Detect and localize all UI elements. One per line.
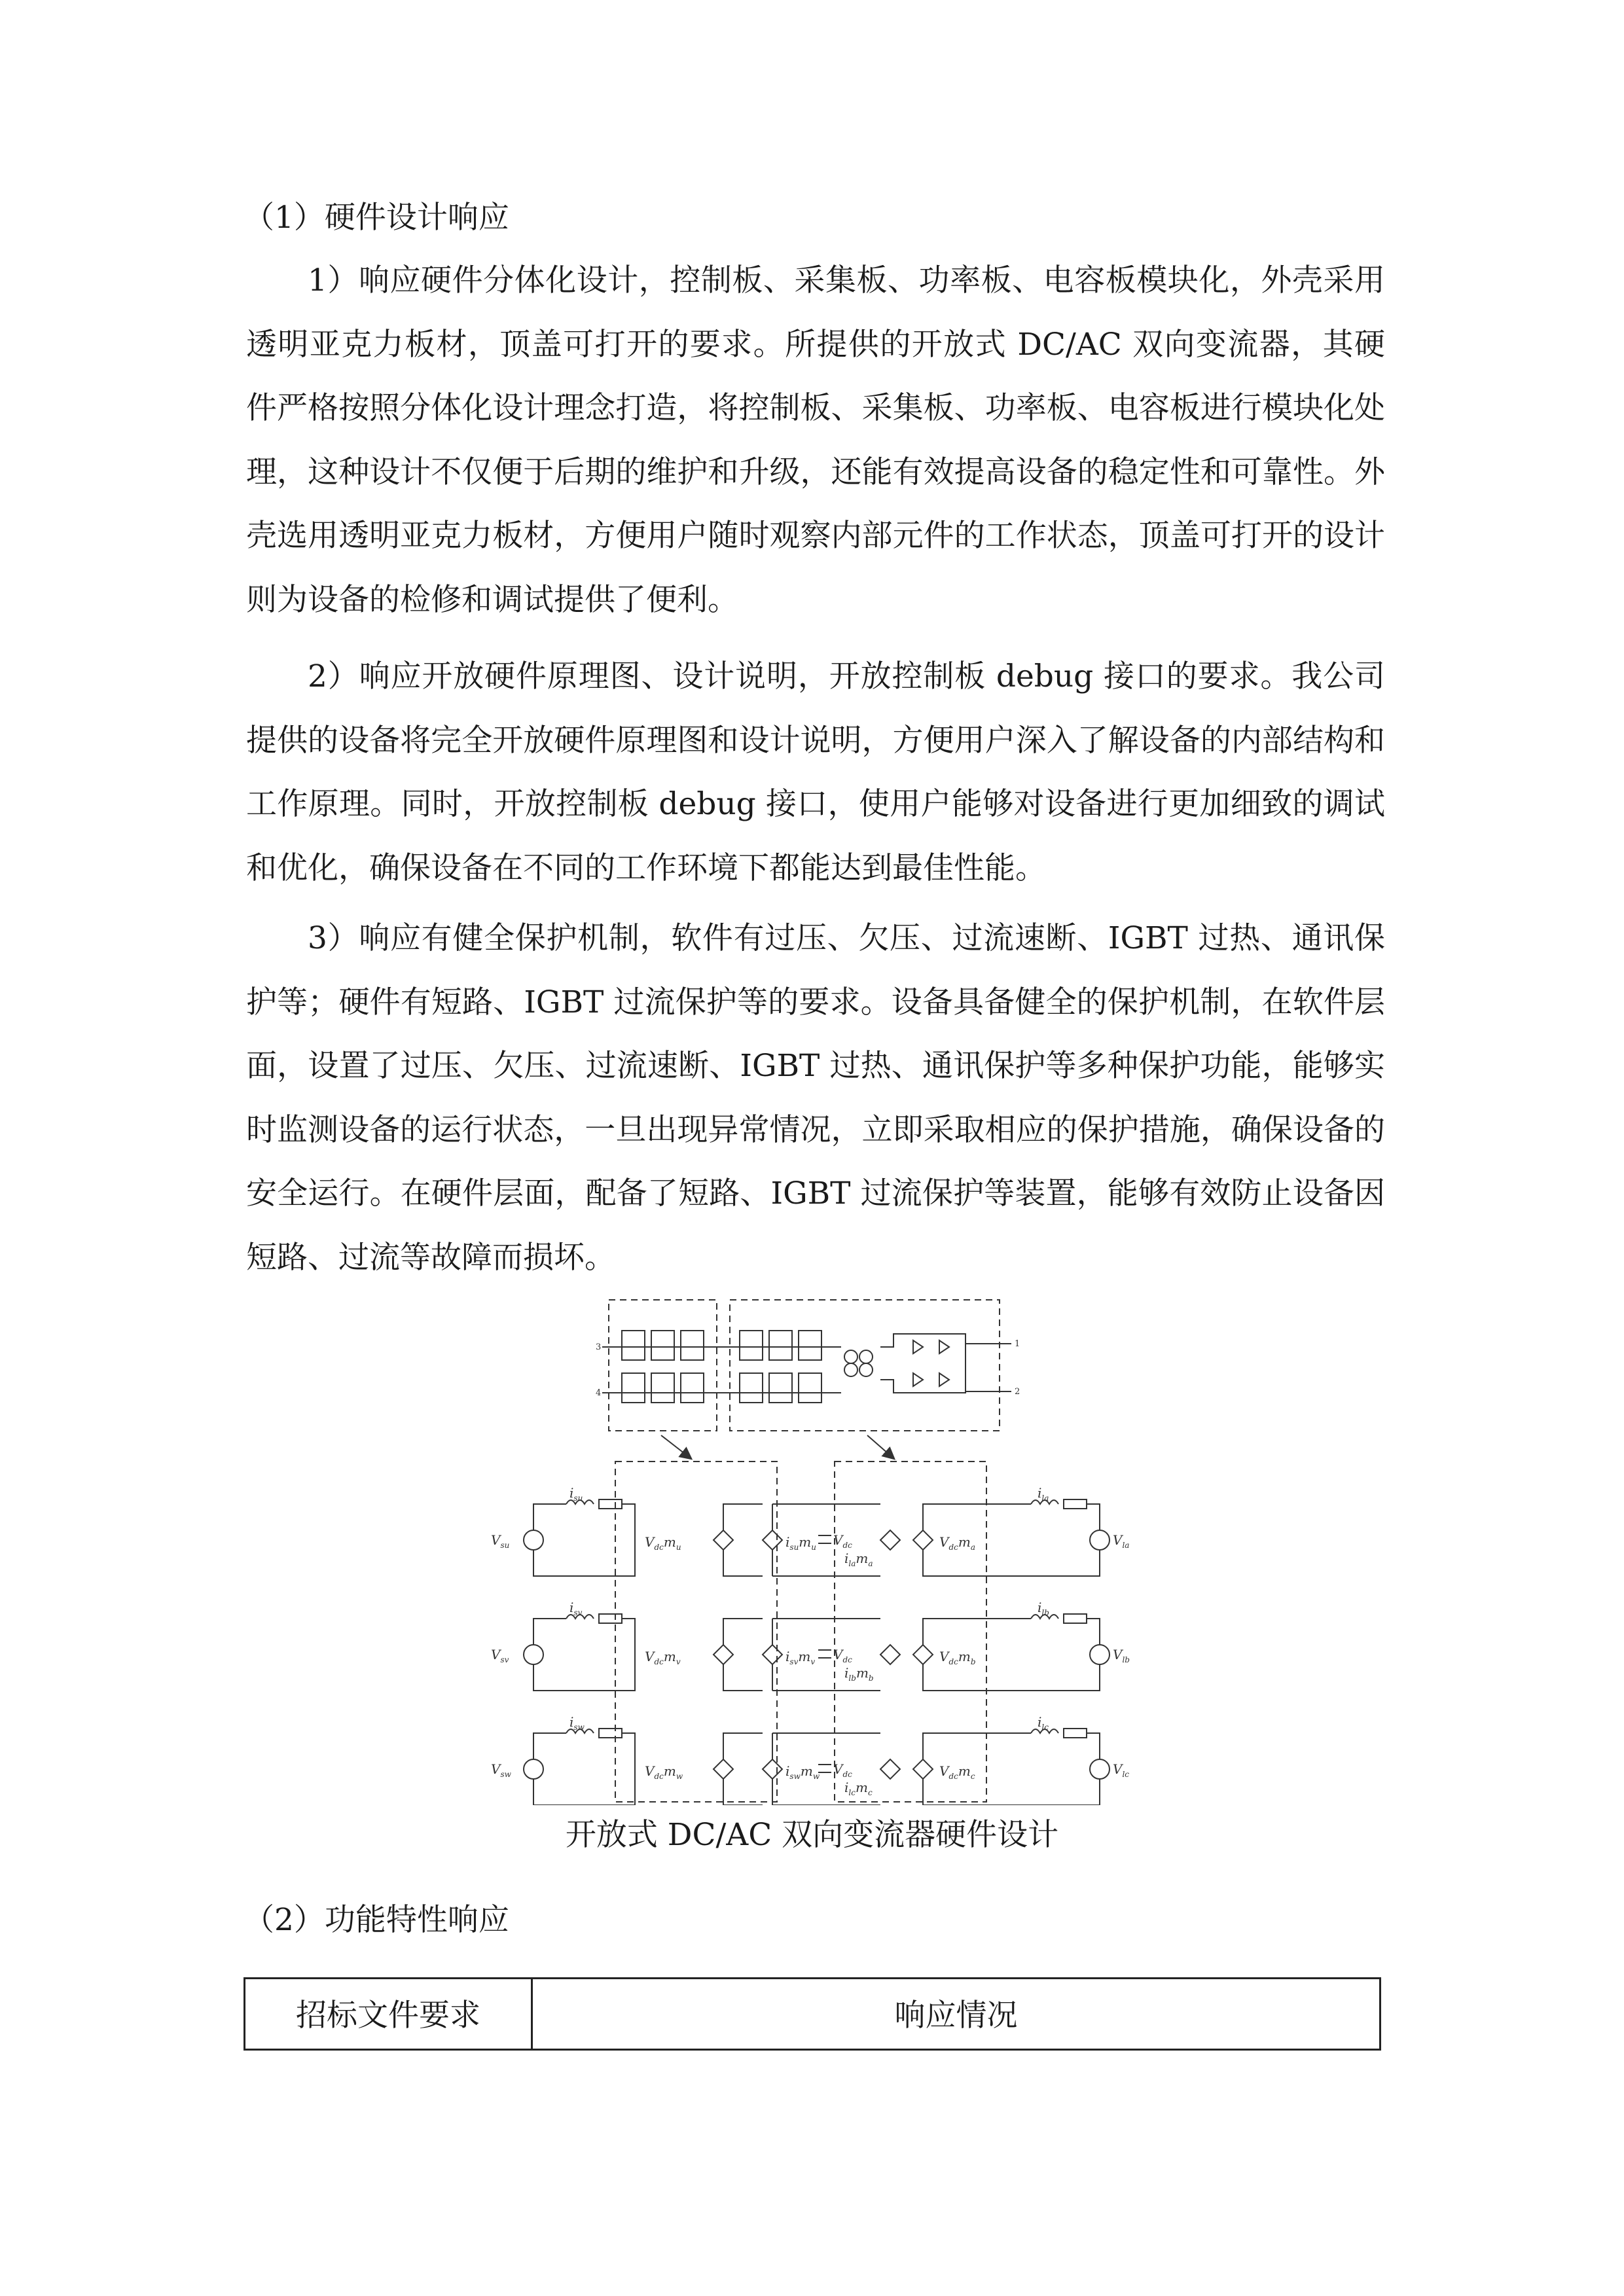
left-dependent-source: $V_{dc}m_v$ [645,1649,681,1666]
left-dependent-source: $V_{dc}m_u$ [645,1534,681,1552]
source-label: $V_{sv}$ [491,1647,509,1664]
right-current-source: $i_{la}m_a$ [844,1551,873,1568]
left-current-source: $i_{sv}m_v$ [785,1649,816,1666]
source-label: $V_{sw}$ [491,1761,511,1779]
igbt-array-2 [740,1331,821,1403]
output-source-label: $V_{lb}$ [1113,1647,1130,1664]
phase-row-2 [491,1600,1130,1691]
right-module-frame [835,1462,986,1802]
output-current-label: $i_{lc}$ [1038,1714,1049,1732]
figure-caption: 开放式 DC/AC 双向变流器硬件设计 [565,1817,1059,1853]
right-dependent-source: $V_{dc}m_a$ [939,1534,975,1552]
paragraph-3: 3）响应有健全保护机制，软件有过压、欠压、过流速断、IGBT 过热、通讯保护等；硬件有短路、IGBT 过流保护等的要求。设备具备健全的保护机制，在软件层面，设置了过压、欠压、过流速断、IGBT 过热、通讯保护等多种保护功能，能够实时监测设备的运行状态，一旦出现异常情况，立即采取相应的保护措施，确保设备的安全运行。在硬件层面，配备了短路、IGBT 过流保护等装置，能够有效防止设备因短路、过流等故障而损坏。 [246,920,1385,1276]
dc-link-voltage: $V_{dc}$ [833,1761,852,1779]
left-current-source: $i_{su}m_u$ [785,1534,816,1552]
output-current-label: $i_{lb}$ [1038,1600,1049,1617]
output-current-label: $i_{la}$ [1038,1485,1049,1503]
converter-hardware-figure [488,1295,1155,1805]
current-label: $i_{sv}$ [569,1600,583,1617]
requirements-table [244,1977,1381,2051]
phase-row-3 [491,1714,1129,1805]
phase-rows [491,1485,1130,1805]
terminal-label-4: 4 [596,1388,602,1398]
diode-bridge [880,1334,1011,1393]
callout-arrow-left [661,1435,691,1458]
dc-link-voltage: $V_{dc}$ [833,1647,852,1664]
table-header-response: 响应情况 [532,1979,1380,2050]
left-dependent-source: $V_{dc}m_w$ [645,1763,683,1781]
output-source-label: $V_{lc}$ [1113,1761,1130,1779]
terminal-label-1: 1 [1015,1339,1020,1349]
right-current-source: $i_{lc}m_c$ [844,1780,873,1797]
phase-row-1 [491,1485,1129,1576]
table-header-requirement: 招标文件要求 [245,1979,532,2050]
transformer [844,1350,873,1376]
source-label: $V_{su}$ [491,1532,510,1550]
inverter-block-left [609,1300,717,1431]
right-dependent-source: $V_{dc}m_b$ [939,1649,976,1666]
igbt-array-1 [622,1331,704,1403]
dab-block-right [730,1300,1000,1431]
current-label: $i_{su}$ [569,1485,583,1503]
top-converter-schematic [596,1300,1020,1458]
callout-arrow-right [867,1435,893,1458]
current-label: $i_{sw}$ [569,1714,585,1732]
output-source-label: $V_{la}$ [1113,1532,1130,1550]
right-current-source: $i_{lb}m_b$ [844,1665,874,1683]
circuit-diagram [488,1295,1155,1805]
paragraph-2: 2）响应开放硬件原理图、设计说明，开放控制板 debug 接口的要求。我公司提供的设备将完全开放硬件原理图和设计说明，方便用户深入了解设备的内部结构和工作原理。同时，开放控制板 debug 接口，使用户能够对设备进行更加细致的调试和优化，确保设备在不同的工作环境下都能达到最佳性能。 [246,658,1385,886]
paragraph-1: 1）响应硬件分体化设计，控制板、采集板、功率板、电容板模块化，外壳采用透明亚克力板材，顶盖可打开的要求。所提供的开放式 DC/AC 双向变流器，其硬件严格按照分体化设计理念打造，将控制板、采集板、功率板、电容板进行模块化处理，这种设计不仅便于后期的维护和升级，还能有效提高设备的稳定性和可靠性。外壳选用透明亚克力板材，方便用户随时观察内部元件的工作状态，顶盖可打开的设计则为设备的检修和调试提供了便利。 [246,262,1385,618]
terminal-label-2: 2 [1015,1387,1020,1397]
terminal-label-3: 3 [596,1342,602,1352]
table-header-row [245,1979,1380,2050]
dc-link-voltage: $V_{dc}$ [833,1532,852,1550]
right-dependent-source: $V_{dc}m_c$ [939,1763,975,1781]
section-1-heading: （1）硬件设计响应 [244,200,509,236]
left-module-frame [615,1462,777,1802]
section-2-heading: （2）功能特性响应 [244,1902,509,1938]
left-current-source: $i_{sw}m_w$ [785,1763,820,1781]
